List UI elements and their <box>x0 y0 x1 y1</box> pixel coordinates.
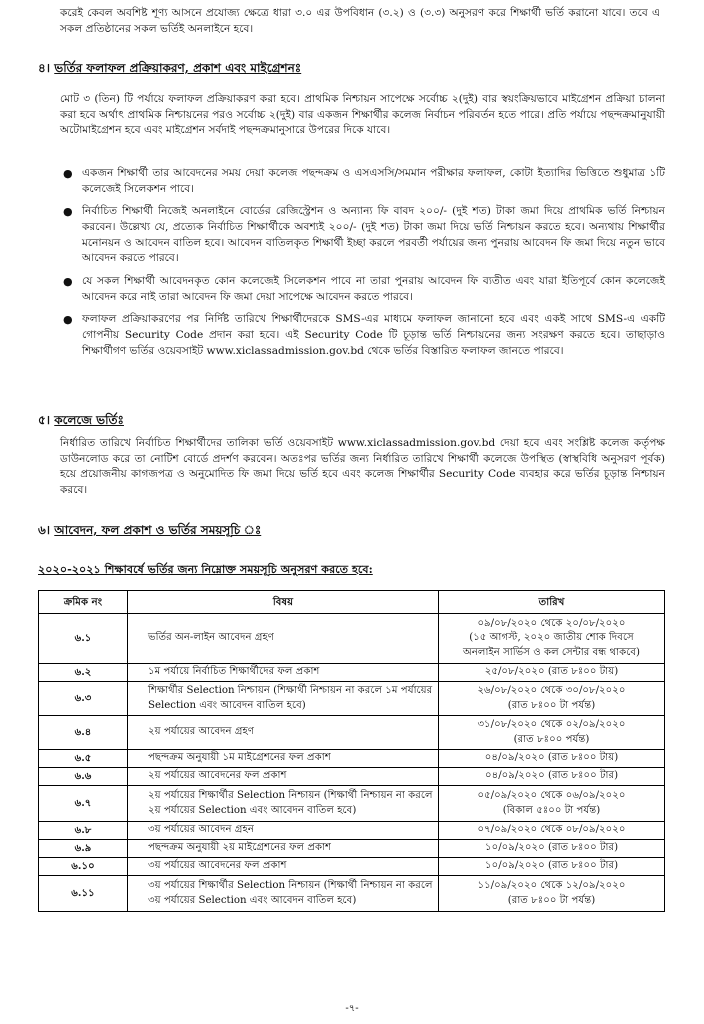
page-number: -৭- <box>345 1003 359 1014</box>
date-line: ১০/০৯/২০২০ (রাত ৮ঃ০০ টার) <box>484 860 619 872</box>
table-row <box>39 822 665 840</box>
date-line: ২৬/০৮/২০২০ থেকে ৩০/০৮/২০২০ <box>477 685 626 697</box>
bullet-text: নির্বাচিত শিক্ষার্থী নিজেই অনলাইনে বোর্ডের রেজিস্ট্রেশন ও অন্যান্য ফি বাবদ ২০০/- (দুই শত) টাকা জমা দিয়ে প্রাথমিক ভর্তি নিশ্চায়ন করবেন। উল্লেখ্য যে, প্রত্যেক নির্বাচিত শিক্ষার্থীকে অবশ্যই ২০০/- (দুই শত) টাকা জমা দিয়ে ভর্তি নিশ্চায়ন করতে হবে। অন্যথায় শিক্ষার্থীর মনোনয়ন ও আবেদন বাতিল হবে। আবেদন বাতিলকৃত শিক্ষার্থী ইচ্ছা করলে পরবর্তী পর্যায়ের জন্য পুনরায় আবেদন ফি জমা দিয়ে নতুন ভাবে আবেদন করতে পারবে। <box>82 205 665 265</box>
serial-cell: ৬.৬ <box>39 768 128 786</box>
date-cell <box>439 840 665 858</box>
bullet-item <box>60 166 665 197</box>
section-4-title: ভর্তির ফলাফল প্রক্রিয়াকরণ, প্রকাশ এবং মাইগ্রেশনঃ <box>54 61 302 75</box>
bullet-text: যে সকল শিক্ষার্থী আবেদনকৃত কোন কলেজেই সিলেকশন পাবে না তারা পুনরায় আবেদন ফি ব্যতীত এবং যারা ইতিপূর্বে কোন কলেজেই আবেদন করে নাই তারা আবেদন ফি জমা দেয়া সাপেক্ষে আবেদন করতে পারবে। <box>82 275 665 303</box>
section-4-bullet-list <box>60 166 665 366</box>
serial-cell: ৬.১১ <box>39 876 128 912</box>
bullet-icon: ● <box>63 167 73 180</box>
section-6-number: ৬। <box>38 523 51 537</box>
bullet-text: ফলাফল প্রক্রিয়াকরণের পর নির্দিষ্ট তারিখে শিক্ষার্থীদেরকে SMS-এর মাধ্যমে ফলাফল জানানো হবে এবং একই সাথে SMS-এ একটি গোপনীয় Security Code প্রদান করা হবে। এই Security Code টি চূড়ান্ত ভর্তি নিশ্চায়নের জন্য সংরক্ষণ করতে হবে। তাছাড়াও শিক্ষার্থীগণ ভর্তির ওয়েবসাইট www.xiclassadmission.gov.bd থেকে ভর্তির বিস্তারিত ফলাফল জানতে পারবে। <box>82 313 665 357</box>
subject-cell: ১ম পর্যায়ে নির্বাচিত শিক্ষার্থীদের ফল প্রকাশ <box>128 664 439 682</box>
date-line: (বিকাল ৫ঃ০০ টা পর্যন্ত) <box>502 804 601 816</box>
section-4-number: ৪। <box>38 61 51 75</box>
subject-cell: ৩য় পর্যায়ের শিক্ষার্থীর Selection নিশ্চায়ন (শিক্ষার্থী নিশ্চায়ন না করলে ৩য় পর্যায়ের Selection এবং আবেদন বাতিল হবে) <box>128 876 439 912</box>
date-cell <box>439 614 665 664</box>
schedule-table-body <box>39 614 665 912</box>
serial-cell: ৬.৩ <box>39 682 128 716</box>
table-row <box>39 840 665 858</box>
bullet-item <box>60 204 665 267</box>
column-header-subject: বিষয় <box>128 591 439 614</box>
serial-cell: ৬.৯ <box>39 840 128 858</box>
date-cell <box>439 664 665 682</box>
subject-cell: পছন্দক্রম অনুযায়ী ১ম মাইগ্রেশনের ফল প্রকাশ <box>128 750 439 768</box>
serial-cell: ৬.৭ <box>39 786 128 822</box>
subject-cell: পছন্দক্রম অনুযায়ী ২য় মাইগ্রেশনের ফল প্রকাশ <box>128 840 439 858</box>
date-line: ১১/০৯/২০২০ থেকে ১২/০৯/২০২০ <box>477 880 626 892</box>
date-line: ০৭/০৯/২০২০ থেকে ০৮/০৯/২০২০ <box>477 824 626 836</box>
bullet-item <box>60 274 665 305</box>
table-row <box>39 682 665 716</box>
bullet-item <box>60 312 665 359</box>
bullet-icon: ● <box>63 205 73 219</box>
date-line: ৩১/০৮/২০২০ থেকে ০২/০৯/২০২০ <box>477 719 626 731</box>
date-line: অনলাইন সার্ভিস ও কল সেন্টার বন্ধ থাকবে) <box>463 646 640 658</box>
schedule-subheading: ২০২০-২০২১ শিক্ষাবর্ষে ভর্তির জন্য নিম্নোক্ত সময়সূচি অনুসরণ করতে হবে: <box>38 562 373 576</box>
section-5-title: কলেজে ভর্তিঃ <box>54 413 124 427</box>
table-row <box>39 858 665 876</box>
bullet-icon: ● <box>63 313 73 327</box>
serial-cell: ৬.৫ <box>39 750 128 768</box>
date-cell <box>439 786 665 822</box>
table-header-row <box>39 591 665 614</box>
section-6-heading <box>38 522 261 540</box>
subject-cell: ৩য় পর্যায়ের আবেদন গ্রহন <box>128 822 439 840</box>
serial-cell: ৬.৪ <box>39 716 128 750</box>
table-row <box>39 876 665 912</box>
date-line: ০৪/০৯/২০২০ (রাত ৮ঃ০০ টার) <box>484 770 619 782</box>
date-line: (রাত ৮ঃ০০ পর্যন্ত) <box>513 733 590 745</box>
section-6-title: আবেদন, ফল প্রকাশ ও ভর্তির সময়সূচি ঃ <box>54 523 262 537</box>
table-row <box>39 716 665 750</box>
table-row <box>39 786 665 822</box>
section-4-paragraph: মোট ৩ (তিন) টি পর্যায়ে ফলাফল প্রক্রিয়াকরণ করা হবে। প্রাথমিক নিশ্চায়ন সাপেক্ষে সর্বোচ্চ ২(দুই) বার স্বয়ংক্রিয়ভাবে মাইগ্রেশন প্রক্রিয়া চালনা করা হবে অর্থাৎ প্রাথমিক নিশ্চায়নের পরও সর্বোচ্চ ২(দুই) বার একজন শিক্ষার্থীর কলেজ নির্বাচন পরিবর্তন হতে পারে। প্রতি পর্যায়ে পছন্দক্রমানুযায়ী অটোমাইগ্রেশন হবে এবং মাইগ্রেশন সর্বদাই পছন্দক্রমানুসারে উপরের দিকে যাবে। <box>60 93 665 137</box>
date-line: ০৪/০৯/২০২০ (রাত ৮ঃ০০ টায়) <box>484 752 619 764</box>
serial-cell: ৬.২ <box>39 664 128 682</box>
date-cell <box>439 768 665 786</box>
date-line: ০৫/০৯/২০২০ থেকে ০৬/০৯/২০২০ <box>477 790 626 802</box>
schedule-table <box>38 590 665 912</box>
section-4-heading <box>38 60 301 78</box>
subject-cell: ২য় পর্যায়ের আবেদন গ্রহণ <box>128 716 439 750</box>
bullet-text: একজন শিক্ষার্থী তার আবেদনের সময় দেয়া কলেজ পছন্দক্রম ও এসএসসি/সমমান পরীক্ষার ফলাফল, কোটা ইত্যাদির ভিত্তিতে শুধুমাত্র ১টি কলেজেই সিলেকশন পাবে। <box>82 167 665 195</box>
subject-cell: শিক্ষার্থীর Selection নিশ্চায়ন (শিক্ষার্থী নিশ্চায়ন না করলে ১ম পর্যায়ের Selection এবং আবেদন বাতিল হবে) <box>128 682 439 716</box>
date-cell <box>439 858 665 876</box>
section-5-paragraph: নির্ধারিত তারিখে নির্বাচিত শিক্ষার্থীদের তালিকা ভর্তি ওয়েবসাইট www.xiclassadmission.gov.bd দেয়া হবে এবং সংশ্লিষ্ট কলেজ কর্তৃপক্ষ ডাউনলোড করে তা নোটিশ বোর্ডে প্রদর্শণ করবেন। অতঃপর ভর্তির জন্য নির্ধারিত তারিখে শিক্ষার্থী কলেজে উপস্থিত (স্বাস্থবিধি অনুসরণ পূর্বক) হয়ে প্রয়োজনীয় কাগজপত্র ও অনুমোদিত ফি জমা দিয়ে ভর্তি হবে এবং কলেজ শিক্ষার্থীর Security Code ব্যবহার করে ভর্তির চূড়ান্ত নিশ্চায়ন করবে। <box>60 437 665 497</box>
date-line: (১৫ আগস্ট, ২০২০ জাতীয় শোক দিবসে <box>469 632 634 644</box>
column-header-date: তারিখ <box>439 591 665 614</box>
date-cell <box>439 682 665 716</box>
date-cell <box>439 750 665 768</box>
date-cell <box>439 876 665 912</box>
date-line: (রাত ৮ঃ০০ টা পর্যন্ত) <box>507 699 596 711</box>
table-row <box>39 750 665 768</box>
serial-cell: ৬.১০ <box>39 858 128 876</box>
serial-cell: ৬.১ <box>39 614 128 664</box>
serial-cell: ৬.৮ <box>39 822 128 840</box>
section-5-heading <box>38 412 124 430</box>
intro-paragraph: করেই কেবল অবশিষ্ট শূণ্য আসনে প্রযোজ্য ক্ষেত্রে ধারা ৩.০ এর উপবিধান (৩.২) ও (৩.৩) অনুসরণ করে শিক্ষার্থী ভর্তি করানো যাবে। তবে এ সকল প্রতিষ্ঠানের সকল ভর্তিই অনলাইনে হবে। <box>60 7 660 35</box>
date-line: ১০/০৯/২০২০ (রাত ৮ঃ০০ টার) <box>484 842 619 854</box>
table-row <box>39 664 665 682</box>
date-line: (রাত ৮ঃ০০ টা পর্যন্ত) <box>507 894 596 906</box>
subject-cell: ২য় পর্যায়ের আবেদনের ফল প্রকাশ <box>128 768 439 786</box>
date-cell <box>439 822 665 840</box>
bullet-icon: ● <box>63 275 73 289</box>
subject-cell: ভর্তির অন-লাইন আবেদন গ্রহণ <box>128 614 439 664</box>
table-row <box>39 768 665 786</box>
subject-cell: ৩য় পর্যায়ের আবেদনের ফল প্রকাশ <box>128 858 439 876</box>
date-line: ২৫/০৮/২০২০ (রাত ৮ঃ০০ টায়) <box>484 666 619 678</box>
column-header-serial: ক্রমিক নং <box>39 591 128 614</box>
date-cell <box>439 716 665 750</box>
table-row <box>39 614 665 664</box>
section-5-number: ৫। <box>38 413 51 427</box>
date-line: ০৯/০৮/২০২০ থেকে ২০/০৮/২০২০ <box>477 617 626 629</box>
subject-cell: ২য় পর্যায়ের শিক্ষার্থীর Selection নিশ্চায়ন (শিক্ষার্থী নিশ্চায়ন না করলে ২য় পর্যায়ের Selection এবং আবেদন বাতিল হবে) <box>128 786 439 822</box>
